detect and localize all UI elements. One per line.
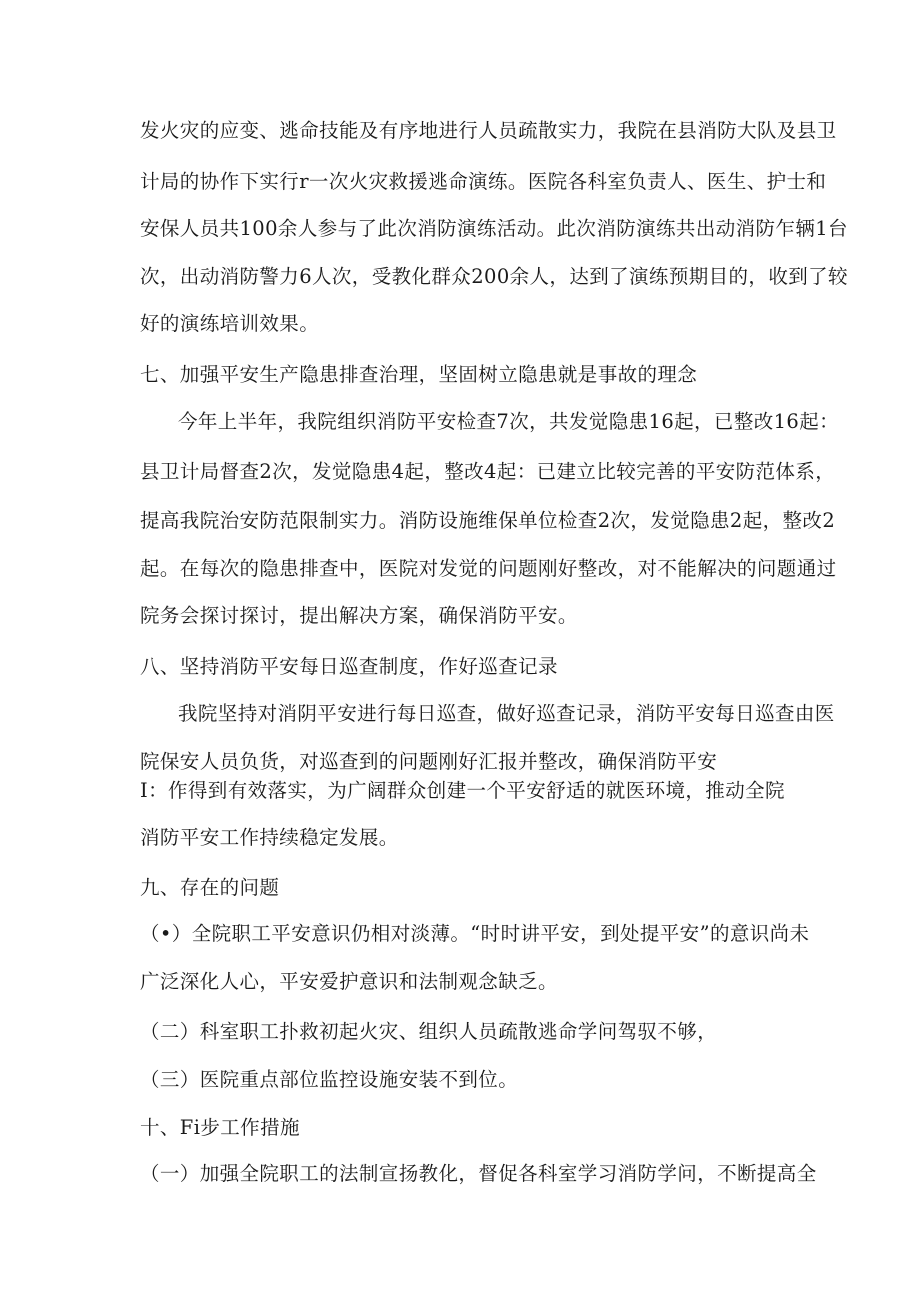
paragraph-line: 消防平安工作持续稳定发展。 xyxy=(140,826,399,849)
list-item: （一）加强全院职工的法制宣扬教化，督促各科室学习消防学问，不断提高全 xyxy=(140,1162,817,1185)
section-heading-ten: 十、Fi步工作措施 xyxy=(140,1116,300,1139)
section-heading-seven: 七、加强平安生产隐患排查治理，坚固树立隐患就是事故的理念 xyxy=(140,363,698,386)
paragraph-line: 院务会探讨探讨，提出解决方案，确保消防平安。 xyxy=(140,604,578,627)
paragraph-line: 起。在每次的隐患排查中，医院对发觉的问题刚好整改，对不能解决的问题通过 xyxy=(140,557,837,580)
paragraph-line: 县卫计局督查2次，发觉隐患4起，整改4起：已建立比较完善的平安防范体系， xyxy=(140,460,836,483)
list-item: （三）医院重点部位监控设施安装不到位。 xyxy=(140,1068,519,1091)
paragraph-line: 好的演练培训效果。 xyxy=(140,312,320,335)
section-heading-nine: 九、存在的问题 xyxy=(140,876,280,899)
paragraph-line: 院保安人员负货，对巡查到的问题刚好汇报并整改，确保消防平安 xyxy=(140,750,718,773)
paragraph-line: 次，出动消防警力6人次，受教化群众200余人，达到了演练预期目的，收到了较 xyxy=(140,265,848,288)
section-heading-eight: 八、坚持消防平安每日巡查制度，作好巡查记录 xyxy=(140,655,558,678)
paragraph-line: 安保人员共100余人参与了此次消防演练活动。此次消防演练共出动消防乍辆1台 xyxy=(140,217,848,240)
paragraph-line: 今年上半年，我院组织消防平安检查7次，共发觉隐患16起，已整改16起： xyxy=(178,410,840,433)
paragraph-line: 提高我院治安防范限制实力。消防设施维保单位检查2次，发觉隐患2起，整改2 xyxy=(140,509,836,532)
list-item: （二）科室职工扑救初起火灾、组织人员疏散逃命学问驾驭不够， xyxy=(140,1020,718,1043)
list-item-continuation: 广泛深化人心，平安爱护意识和法制观念缺乏。 xyxy=(140,970,558,993)
paragraph-line: 我院坚持对消阴平安进行每日巡查，做好巡查记录，消防平安每日巡查由医 xyxy=(178,702,835,725)
paragraph-line: I：作得到有效落实，为广阔群众创建一个平安舒适的就医环境，推动全院 xyxy=(140,779,785,802)
paragraph-line: 计局的协作下实行r一次火灾救援逃命演练。医院各科室负责人、医生、护士和 xyxy=(140,170,827,193)
paragraph-line: 发火灾的应变、逃命技能及有序地进行人员疏散实力，我院在县消防大队及县卫 xyxy=(140,119,837,142)
list-item: （•）全院职工平安意识仍相对淡薄。“时时讲平安，到处提平安”的意识尚未 xyxy=(140,922,810,945)
